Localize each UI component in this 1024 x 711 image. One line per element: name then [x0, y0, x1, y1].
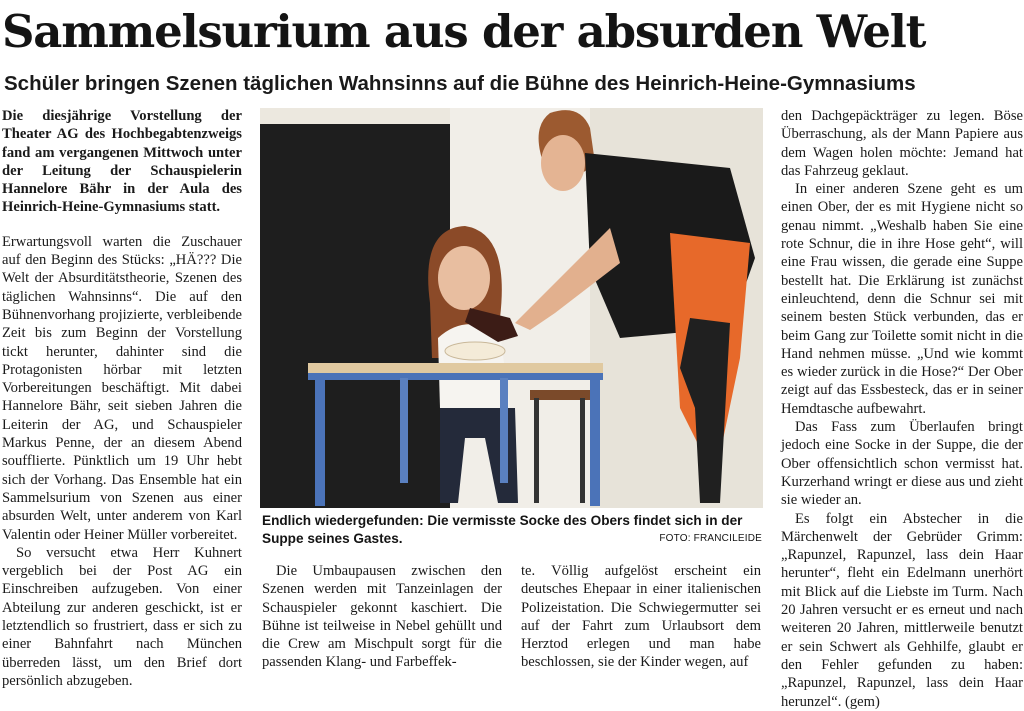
- body-paragraph: In einer anderen Szene geht es um einen Ober, der es mit Hygiene nicht so genau nimmt. „Weshalb haben Sie eine rote Schnur, die in ihre Hose geht“, will eine Frau wissen, die gerade eine Suppe bestellt hat. Die Erklärung ist zunächst einleuchtend, denn die Schnur sei mit seinem besten Stück verbunden, das er beim Gang zur Toilette somit nicht in die Hand nehmen müsse. „Und wie kommt es wieder zurück in die Hose?“ Der Ober zeigt auf das Essbesteck, das er in seiner Hemdtasche aufbewahrt.: [781, 181, 1023, 417]
- column-2: [262, 562, 502, 672]
- article-photo: [260, 108, 763, 508]
- body-paragraph: Es folgt ein Abstecher in die Märchenwelt der Gebrüder Grimm: „Rapunzel, Rapunzel, lass dein Haar herunter“, fleht ein Edelmann unerhört mit Blick auf die Liebste im Turm. Nach 20 Jahren versucht er es erneut und nach weiteren 20 Jahren, mittlerweile benutzt er sein Schwert als Gehhilfe, glaubt er den Fehler gefunden zu haben: „Rapunzel, Rapunzel, lass dein Haar herunzel“. (gem): [781, 510, 1023, 710]
- photo-credit: FOTO: FRANCILEIDE: [659, 533, 762, 544]
- column-1: [2, 107, 242, 690]
- stage-scene-image: [260, 108, 763, 508]
- body-paragraph: Die Umbaupausen zwischen den Szenen werden mit Tanzeinlagen der Schauspieler gekonnt kaschiert. Die Bühne ist teilweise in Nebel gehüllt und die Crew am Mischpult sorgt für die passenden Klang- und Farbeffek-: [262, 563, 502, 671]
- subheadline: Schüler bringen Szenen täglichen Wahnsinns auf die Bühne des Heinrich-Heine-Gymnasiums: [4, 72, 916, 95]
- caption-text: Endlich wiedergefunden: Die vermisste Socke des Obers findet sich in der Suppe seines Gastes.: [262, 513, 743, 546]
- body-paragraph: te. Völlig aufgelöst erscheint ein deutsches Ehepaar in einer italienischen Polizeistation. Die Schwiegermutter sei auf der Fahrt zum Urlaubsort dem Herztod erlegen und man habe beschlossen, sie der Kinder wegen, auf: [521, 563, 761, 671]
- body-paragraph: So versucht etwa Herr Kuhnert vergeblich bei der Post AG ein Einschreiben aufzugeben. Von einer Abteilung zur anderen geschickt, ist er letztendlich so frustriert, dass er sich zu einer Bahnfahrt nach München überreden lässt, um den Brief dort persönlich abzugeben.: [2, 544, 242, 689]
- body-paragraph: Das Fass zum Überlaufen bringt jedoch eine Socke in der Suppe, die der Ober offensichtlich schon vermisst hat. Kurzerhand wringt er diese aus und zieht sie wieder an.: [781, 419, 1023, 509]
- column-4: [781, 107, 1023, 711]
- body-paragraph: den Dachgepäckträger zu legen. Böse Überraschung, als der Mann Papiere aus dem Wagen holen möchte: Jemand hat das Fahrzeug geklaut.: [781, 108, 1023, 179]
- body-paragraph: Erwartungsvoll warten die Zuschauer auf den Beginn des Stücks: „HÄ??? Die Welt der Absurditätstheorie, Szenen des täglichen Wahnsinns“. Die auf den Bühnenvorhang projizierte, verbleibende Zeit bis zum Beginn der Vorstellung tickt herunter, dahinter sind die Protagonisten hörbar mit letzten Vorbereitungen beschäftigt. Mit dabei Hannelore Bähr, seit sieben Jahren die Leiterin der AG, und Schauspieler Markus Penne, der an diesem Abend soufflierte. Pünktlich um 19 Uhr hebt sich der Vorhang. Das Ensemble hat ein Sammelsurium von Szenen aus einer absurden Welt, unter anderem von Karl Valentin oder Heiner Müller vorbereitet.: [2, 233, 242, 543]
- lead-paragraph: Die diesjährige Vorstellung der Theater AG des Hochbegabtenzweigs fand am vergangenen Mittwoch unter der Leitung der Schauspielerin Hannelore Bähr in der Aula des Heinrich-Heine-Gymnasiums statt.: [2, 108, 242, 216]
- column-3: [521, 562, 761, 672]
- headline: Sammelsurium aus der absurden Welt: [2, 5, 926, 58]
- photo-caption: [262, 512, 762, 548]
